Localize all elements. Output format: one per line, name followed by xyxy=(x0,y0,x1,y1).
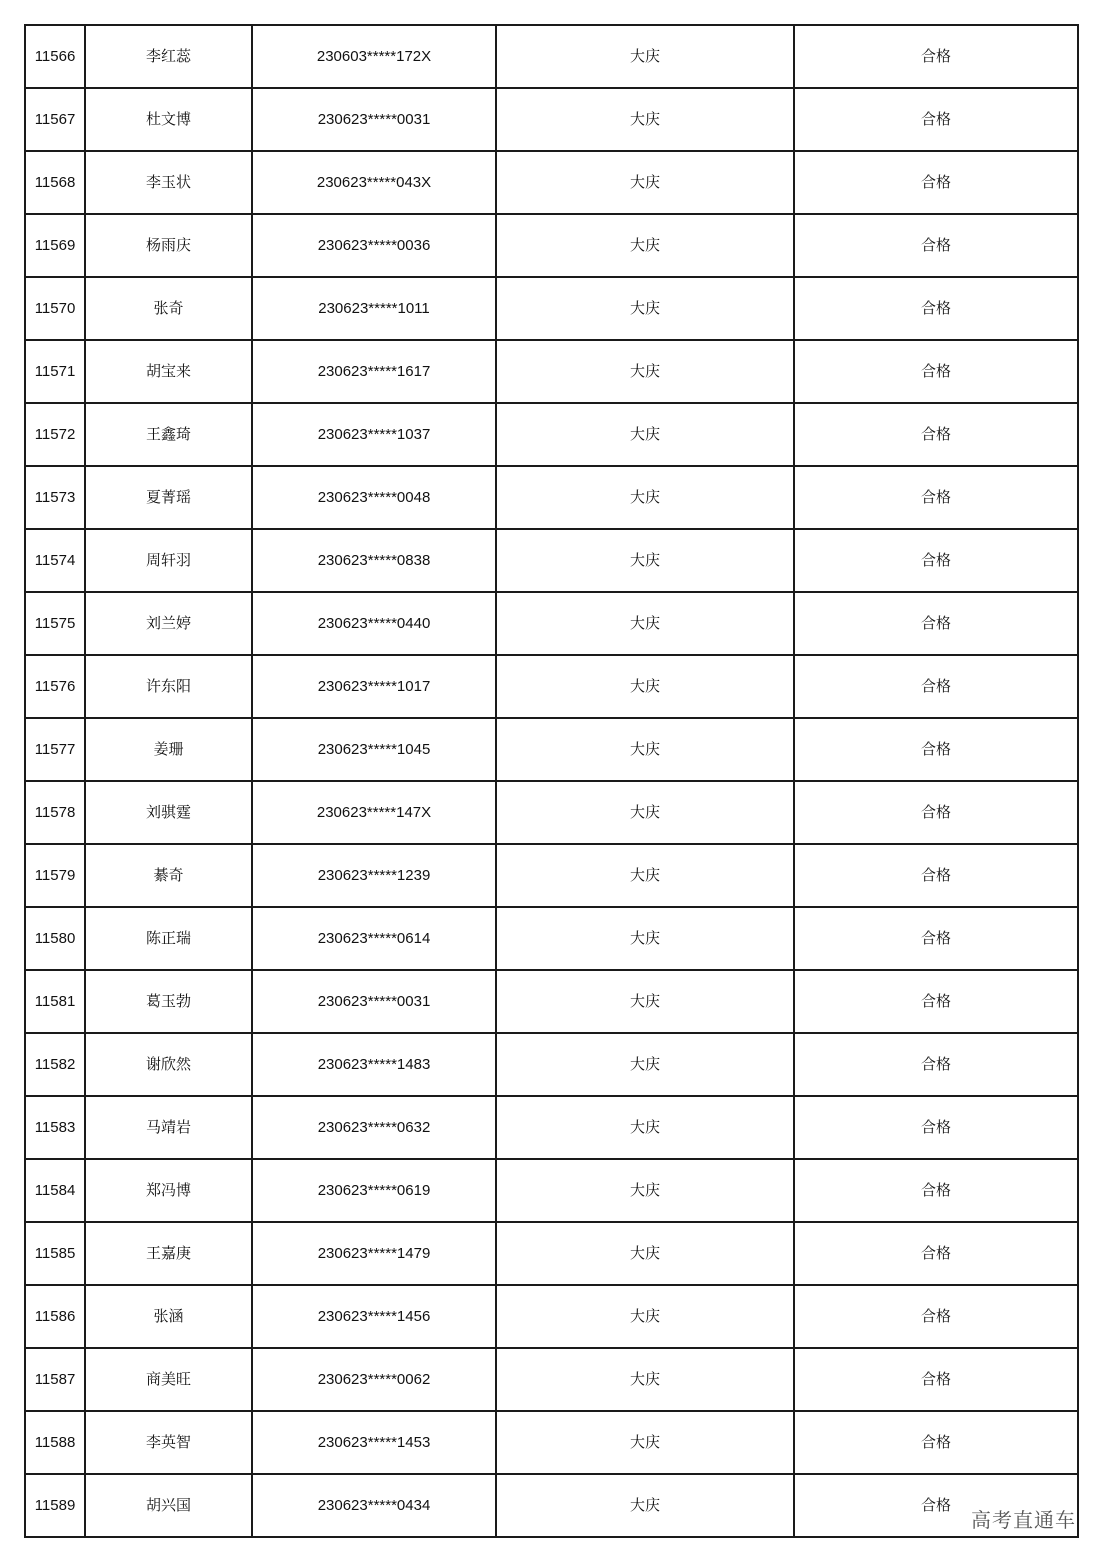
cell-id-number: 230623*****0619 xyxy=(252,1159,496,1222)
cell-result: 合格 xyxy=(794,1348,1078,1411)
cell-id-number: 230623*****0031 xyxy=(252,970,496,1033)
cell-city: 大庆 xyxy=(496,1096,794,1159)
cell-number: 11583 xyxy=(25,1096,85,1159)
cell-id-number: 230623*****1037 xyxy=(252,403,496,466)
table-row xyxy=(25,1222,1078,1285)
cell-id-number: 230623*****1483 xyxy=(252,1033,496,1096)
cell-city: 大庆 xyxy=(496,466,794,529)
cell-id-number: 230623*****1239 xyxy=(252,844,496,907)
cell-name: 张奇 xyxy=(85,277,252,340)
table-row xyxy=(25,718,1078,781)
table-row xyxy=(25,970,1078,1033)
cell-city: 大庆 xyxy=(496,277,794,340)
cell-city: 大庆 xyxy=(496,907,794,970)
cell-city: 大庆 xyxy=(496,25,794,88)
cell-city: 大庆 xyxy=(496,970,794,1033)
cell-id-number: 230623*****0031 xyxy=(252,88,496,151)
table-row xyxy=(25,1096,1078,1159)
cell-city: 大庆 xyxy=(496,1411,794,1474)
cell-result: 合格 xyxy=(794,1285,1078,1348)
cell-number: 11574 xyxy=(25,529,85,592)
cell-number: 11566 xyxy=(25,25,85,88)
results-table-body xyxy=(25,25,1078,1537)
cell-city: 大庆 xyxy=(496,214,794,277)
cell-number: 11585 xyxy=(25,1222,85,1285)
table-row xyxy=(25,1285,1078,1348)
cell-id-number: 230623*****0838 xyxy=(252,529,496,592)
table-row xyxy=(25,844,1078,907)
cell-name: 李英智 xyxy=(85,1411,252,1474)
cell-name: 杨雨庆 xyxy=(85,214,252,277)
cell-number: 11578 xyxy=(25,781,85,844)
cell-name: 李玉状 xyxy=(85,151,252,214)
cell-name: 周轩羽 xyxy=(85,529,252,592)
results-sheet xyxy=(24,24,1077,1534)
cell-id-number: 230623*****0434 xyxy=(252,1474,496,1537)
cell-id-number: 230623*****0048 xyxy=(252,466,496,529)
cell-id-number: 230623*****0062 xyxy=(252,1348,496,1411)
cell-id-number: 230623*****1017 xyxy=(252,655,496,718)
cell-number: 11571 xyxy=(25,340,85,403)
cell-name: 胡兴国 xyxy=(85,1474,252,1537)
cell-id-number: 230603*****172X xyxy=(252,25,496,88)
cell-result: 合格 xyxy=(794,25,1078,88)
cell-result: 合格 xyxy=(794,1033,1078,1096)
cell-number: 11588 xyxy=(25,1411,85,1474)
cell-name: 王嘉庚 xyxy=(85,1222,252,1285)
table-row xyxy=(25,214,1078,277)
cell-id-number: 230623*****0614 xyxy=(252,907,496,970)
cell-number: 11570 xyxy=(25,277,85,340)
cell-city: 大庆 xyxy=(496,1348,794,1411)
cell-number: 11587 xyxy=(25,1348,85,1411)
cell-name: 葛玉勃 xyxy=(85,970,252,1033)
cell-result: 合格 xyxy=(794,1159,1078,1222)
table-row xyxy=(25,1159,1078,1222)
cell-result: 合格 xyxy=(794,970,1078,1033)
cell-city: 大庆 xyxy=(496,655,794,718)
table-row xyxy=(25,907,1078,970)
watermark-text: 高考直通车 xyxy=(971,1508,1076,1532)
cell-number: 11573 xyxy=(25,466,85,529)
cell-city: 大庆 xyxy=(496,781,794,844)
cell-number: 11568 xyxy=(25,151,85,214)
cell-city: 大庆 xyxy=(496,844,794,907)
cell-city: 大庆 xyxy=(496,718,794,781)
cell-name: 刘骐霆 xyxy=(85,781,252,844)
cell-city: 大庆 xyxy=(496,1222,794,1285)
cell-result: 合格 xyxy=(794,277,1078,340)
cell-name: 张涵 xyxy=(85,1285,252,1348)
cell-result: 合格 xyxy=(794,1474,1078,1537)
cell-result: 合格 xyxy=(794,781,1078,844)
cell-name: 许东阳 xyxy=(85,655,252,718)
cell-result: 合格 xyxy=(794,88,1078,151)
cell-result: 合格 xyxy=(794,529,1078,592)
cell-result: 合格 xyxy=(794,718,1078,781)
cell-result: 合格 xyxy=(794,1222,1078,1285)
cell-number: 11589 xyxy=(25,1474,85,1537)
cell-name: 商美旺 xyxy=(85,1348,252,1411)
cell-id-number: 230623*****1479 xyxy=(252,1222,496,1285)
cell-city: 大庆 xyxy=(496,403,794,466)
cell-result: 合格 xyxy=(794,214,1078,277)
table-row xyxy=(25,1474,1078,1537)
cell-city: 大庆 xyxy=(496,592,794,655)
cell-number: 11584 xyxy=(25,1159,85,1222)
cell-id-number: 230623*****043X xyxy=(252,151,496,214)
cell-name: 綦奇 xyxy=(85,844,252,907)
table-row xyxy=(25,592,1078,655)
table-row xyxy=(25,88,1078,151)
cell-number: 11572 xyxy=(25,403,85,466)
cell-result: 合格 xyxy=(794,592,1078,655)
cell-result: 合格 xyxy=(794,1096,1078,1159)
cell-id-number: 230623*****1617 xyxy=(252,340,496,403)
cell-city: 大庆 xyxy=(496,340,794,403)
cell-name: 姜珊 xyxy=(85,718,252,781)
cell-number: 11567 xyxy=(25,88,85,151)
table-row xyxy=(25,151,1078,214)
cell-id-number: 230623*****0440 xyxy=(252,592,496,655)
cell-name: 胡宝来 xyxy=(85,340,252,403)
cell-name: 李红蕊 xyxy=(85,25,252,88)
table-row xyxy=(25,1033,1078,1096)
cell-result: 合格 xyxy=(794,340,1078,403)
cell-id-number: 230623*****147X xyxy=(252,781,496,844)
results-table xyxy=(24,24,1079,1538)
cell-id-number: 230623*****1453 xyxy=(252,1411,496,1474)
cell-number: 11586 xyxy=(25,1285,85,1348)
table-row xyxy=(25,25,1078,88)
table-row xyxy=(25,466,1078,529)
cell-result: 合格 xyxy=(794,907,1078,970)
cell-id-number: 230623*****1011 xyxy=(252,277,496,340)
table-row xyxy=(25,403,1078,466)
cell-city: 大庆 xyxy=(496,1474,794,1537)
cell-city: 大庆 xyxy=(496,1033,794,1096)
cell-city: 大庆 xyxy=(496,1285,794,1348)
cell-city: 大庆 xyxy=(496,1159,794,1222)
cell-city: 大庆 xyxy=(496,151,794,214)
table-row xyxy=(25,277,1078,340)
cell-number: 11582 xyxy=(25,1033,85,1096)
cell-number: 11577 xyxy=(25,718,85,781)
cell-name: 谢欣然 xyxy=(85,1033,252,1096)
table-row xyxy=(25,781,1078,844)
cell-id-number: 230623*****1045 xyxy=(252,718,496,781)
cell-result: 合格 xyxy=(794,1411,1078,1474)
cell-result: 合格 xyxy=(794,403,1078,466)
cell-number: 11576 xyxy=(25,655,85,718)
table-row xyxy=(25,655,1078,718)
cell-result: 合格 xyxy=(794,151,1078,214)
table-row xyxy=(25,340,1078,403)
cell-number: 11575 xyxy=(25,592,85,655)
cell-id-number: 230623*****1456 xyxy=(252,1285,496,1348)
cell-name: 刘兰婷 xyxy=(85,592,252,655)
cell-id-number: 230623*****0632 xyxy=(252,1096,496,1159)
table-row xyxy=(25,1348,1078,1411)
cell-result: 合格 xyxy=(794,466,1078,529)
cell-number: 11569 xyxy=(25,214,85,277)
cell-number: 11579 xyxy=(25,844,85,907)
cell-result: 合格 xyxy=(794,844,1078,907)
cell-name: 郑冯博 xyxy=(85,1159,252,1222)
cell-id-number: 230623*****0036 xyxy=(252,214,496,277)
cell-city: 大庆 xyxy=(496,88,794,151)
table-row xyxy=(25,529,1078,592)
cell-name: 杜文博 xyxy=(85,88,252,151)
cell-number: 11580 xyxy=(25,907,85,970)
cell-name: 王鑫琦 xyxy=(85,403,252,466)
cell-name: 陈正瑞 xyxy=(85,907,252,970)
cell-result: 合格 xyxy=(794,655,1078,718)
cell-city: 大庆 xyxy=(496,529,794,592)
table-row xyxy=(25,1411,1078,1474)
cell-name: 夏菁瑶 xyxy=(85,466,252,529)
cell-name: 马靖岩 xyxy=(85,1096,252,1159)
cell-number: 11581 xyxy=(25,970,85,1033)
